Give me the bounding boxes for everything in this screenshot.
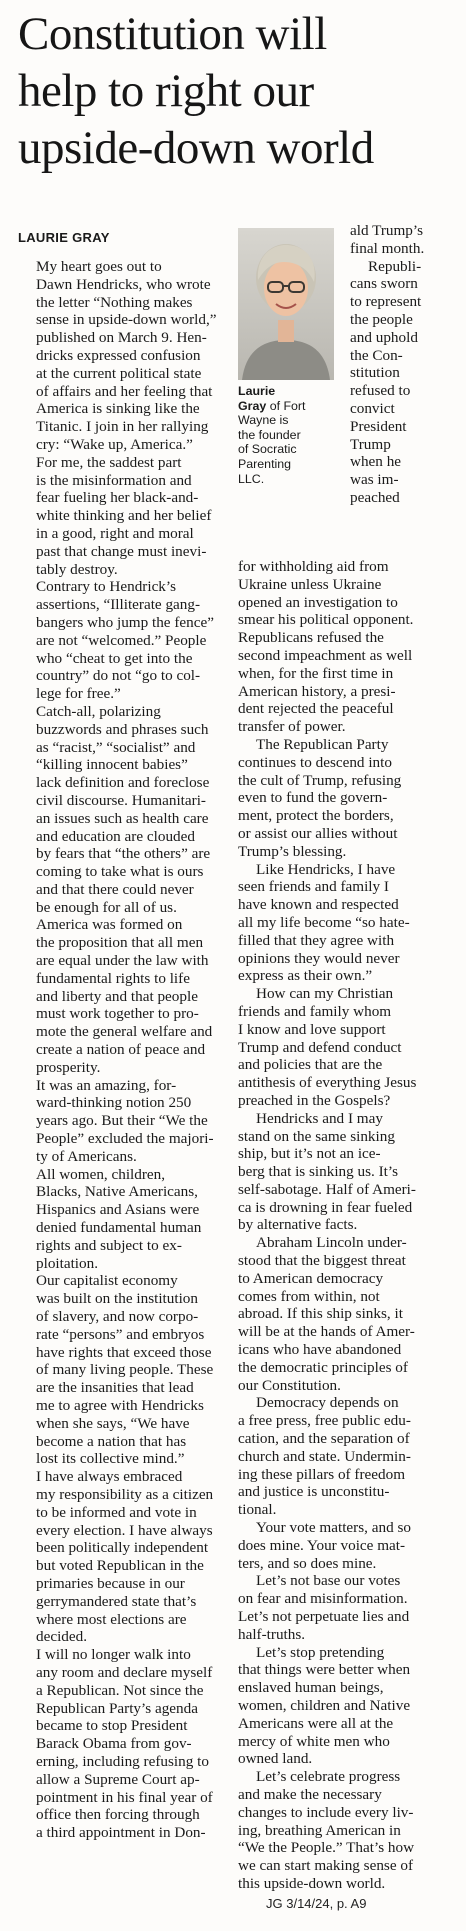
article-line: published on March 9. Hen- (36, 329, 207, 347)
article-line: Like Hendricks, I have (256, 860, 396, 878)
article-paragraph (238, 1394, 456, 1519)
article-line: Let’s not base our votes (256, 1572, 401, 1590)
article-line: Catch-all, polarizing (36, 702, 161, 720)
article-line: pointment in his final year of (36, 1788, 213, 1806)
article-line: stitution (350, 364, 400, 382)
article-paragraph (238, 1234, 456, 1394)
article-line: church and state. Undermin- (238, 1447, 411, 1465)
article-line: ploitation. (36, 1254, 99, 1272)
article-line: continues to descend into (238, 753, 392, 771)
article-line: Republican Party’s agenda (36, 1699, 198, 1717)
article-line: American history, a presi- (238, 682, 396, 700)
article-paragraph (238, 1519, 456, 1572)
article-line: second impeachment as well (238, 646, 413, 664)
article-line: “killing innocent babies” (36, 756, 188, 774)
article-line: of slavery, and now corpo- (36, 1308, 199, 1326)
article-paragraph (238, 985, 456, 1110)
article-line: dricks expressed confusion (36, 346, 201, 364)
article-paragraph (238, 1768, 456, 1893)
article-line: final month. (350, 239, 425, 257)
article-line: stand on the same sinking (238, 1127, 395, 1145)
article-line: for withholding aid from (238, 558, 389, 575)
article-line: but voted Republican in the (36, 1557, 204, 1575)
article-line: Titanic. I join in her rallying (36, 418, 209, 436)
article-line: Dawn Hendricks, who wrote (36, 275, 211, 293)
article-line: Trump’s blessing. (238, 842, 347, 860)
article-line: Your vote matters, and so (256, 1519, 411, 1537)
article-paragraph (238, 1110, 456, 1235)
article-line: People” excluded the majori- (36, 1130, 214, 1148)
article-line: enslaved human beings, (238, 1679, 384, 1697)
author-portrait-image (238, 228, 334, 380)
article-line: half-truths. (238, 1625, 306, 1643)
article-paragraph (238, 1572, 456, 1643)
article-line: and make the necessary (238, 1785, 382, 1803)
article-paragraph (18, 578, 230, 703)
article-line: every election. I have always (36, 1521, 213, 1539)
article-paragraph (18, 1468, 230, 1646)
article-line: when she says, “We have (36, 1414, 190, 1432)
article-line: mercy of white men who (238, 1732, 390, 1750)
article-line: coming to take what is ours (36, 863, 204, 881)
article-line: are the insanities that lead (36, 1379, 194, 1397)
article-line: abroad. If this ship sinks, it (238, 1305, 403, 1323)
article-line: lege for free.” (36, 685, 121, 703)
article-paragraph (18, 1077, 230, 1166)
author-photo (238, 228, 334, 380)
article-line: any room and declare myself (36, 1663, 213, 1681)
article-line: Barack Obama from gov- (36, 1735, 192, 1753)
article-line: icans who have abandoned (238, 1341, 402, 1359)
article-line: For me, the saddest part (36, 453, 182, 471)
author-caption (238, 384, 342, 486)
article-line: decided. (36, 1628, 88, 1646)
article-line: ters, and so does mine. (238, 1554, 377, 1572)
article-line: prosperity. (36, 1058, 101, 1076)
article-line: assertions, “Illiterate gang- (36, 596, 201, 614)
article-line: and policies that are the (238, 1056, 383, 1074)
article-paragraph (18, 454, 230, 579)
article-line: Americans were all at the (238, 1714, 394, 1732)
article-line: denied fundamental human (36, 1219, 202, 1237)
article-line: Hispanics and Asians were (36, 1201, 200, 1219)
article-line: The Republican Party (256, 735, 389, 753)
article-line: a third appointment in Don- (36, 1824, 206, 1842)
article-line: comes from within, not (238, 1287, 380, 1305)
article-line: are equal under the law with (36, 952, 209, 970)
article-line: convict (350, 399, 395, 417)
article-line: Republi- (368, 257, 422, 275)
article-line: express as their own.” (238, 967, 373, 985)
article-line: past that change must inevi- (36, 542, 207, 560)
article-paragraph (18, 703, 230, 917)
article-column-left (18, 258, 230, 1842)
article-line: Our capitalist economy (36, 1272, 178, 1290)
article-line: allow a Supreme Court ap- (36, 1770, 200, 1788)
article-line: gerrymandered state that’s (36, 1592, 197, 1610)
article-paragraph (238, 736, 456, 861)
article-line: have known and respected (238, 896, 399, 914)
article-line: an issues such as health care (36, 809, 209, 827)
article-line: and that there could never (36, 880, 194, 898)
article-line: antithesis of everything Jesus (238, 1074, 417, 1092)
article-line: ty of Americans. (36, 1147, 137, 1165)
article-line: Ukraine unless Ukraine (238, 575, 382, 593)
article-line: to American democracy (238, 1269, 384, 1287)
caption-line: LLC. (238, 471, 265, 486)
article-line: buzzwords and phrases such (36, 720, 209, 738)
article-line: President (350, 417, 407, 435)
article-line: must work together to pro- (36, 1005, 199, 1023)
article-line: of many living people. These (36, 1361, 214, 1379)
article-line: cans sworn (350, 275, 418, 293)
article-line: ship, but it’s not an ice- (238, 1145, 381, 1163)
article-line: and education are clouded (36, 827, 195, 845)
article-line: and uphold (350, 328, 418, 346)
article-line: self-sabotage. Half of Ameri- (238, 1180, 416, 1198)
article-line: is the misinformation and (36, 471, 192, 489)
article-line: rights and subject to ex- (36, 1236, 182, 1254)
article-paragraph (18, 258, 230, 454)
article-line: the Con- (350, 346, 403, 364)
article-line: “We the People.” That’s how (238, 1839, 415, 1857)
article-line: of affairs and her feeling that (36, 382, 213, 400)
article-line: was im- (350, 471, 399, 489)
article-line: dent rejected the peaceful (238, 700, 394, 718)
article-line: have rights that exceed those (36, 1343, 212, 1361)
article-line: My heart goes out to (36, 258, 162, 275)
article-line: the people (350, 310, 413, 328)
article-line: years ago. But their “We the (36, 1112, 208, 1130)
headline-line-3: upside-down world (18, 122, 374, 174)
article-line: owned land. (238, 1750, 313, 1768)
article-line: and justice is unconstitu- (238, 1483, 390, 1501)
article-line: Republicans refused the (238, 629, 384, 647)
article-line: as “racist,” “socialist” and (36, 738, 196, 756)
article-line: filled that they agree with (238, 931, 395, 949)
article-line: we can start making sense of (238, 1857, 414, 1875)
article-line: the letter “Nothing makes (36, 293, 193, 311)
article-line: to represent (350, 293, 422, 311)
article-line: became to stop President (36, 1717, 188, 1735)
article-line: How can my Christian (256, 985, 394, 1003)
article-line: a Republican. Not since the (36, 1681, 204, 1699)
caption-line: of Socratic (238, 442, 297, 457)
article-line: cation, and the separation of (238, 1430, 410, 1448)
article-line: sense in upside-down world,” (36, 311, 217, 329)
article-line: lost its collective mind.” (36, 1450, 185, 1468)
article-line: the democratic principles of (238, 1358, 408, 1376)
article-line: me to agree with Hendricks (36, 1397, 204, 1414)
headline-line-1: Constitution will (18, 8, 327, 60)
article-line: on fear and misinformation. (238, 1590, 408, 1608)
article-line: America was formed on (36, 916, 183, 934)
article-line: be enough for all of us. (36, 898, 177, 916)
article-line: tional. (238, 1501, 277, 1519)
article-line: women, children and Native (238, 1697, 411, 1714)
article-line: office then forcing through (36, 1806, 200, 1824)
article-column-right (238, 558, 456, 1893)
article-line: white thinking and her belief (36, 507, 212, 525)
article-line: cry: “Wake up, America.” (36, 435, 193, 453)
article-line: opinions they would never (238, 949, 400, 967)
article-line: that things were better when (238, 1661, 411, 1679)
article-line: I know and love support (238, 1020, 386, 1038)
article-paragraph (18, 1166, 230, 1273)
article-line: was built on the institution (36, 1290, 198, 1308)
caption-line: Wayne is (238, 413, 289, 428)
article-line: ward-thinking notion 250 (36, 1094, 192, 1112)
article-paragraph (238, 558, 456, 736)
article-line: Democracy depends on (256, 1394, 399, 1412)
article-line: in a good, right and moral (36, 524, 194, 542)
article-column-side (350, 222, 450, 507)
article-line: a free press, free public edu- (238, 1412, 411, 1430)
article-line: peached (350, 488, 400, 506)
article-line: become a nation that has (36, 1432, 187, 1450)
article-line: transfer of power. (238, 718, 346, 736)
article-line: the cult of Trump, refusing (238, 771, 402, 789)
article-line: berg that is sinking us. It’s (238, 1163, 399, 1181)
article-line: bangers who jump the fence” (36, 613, 214, 631)
article-line: stood that the biggest threat (238, 1252, 406, 1270)
article-line: does mine. Your voice mat- (238, 1536, 406, 1554)
article-line: friends and family whom (238, 1002, 392, 1020)
caption-line: the founder (238, 427, 301, 442)
article-line: to be informed and vote in (36, 1503, 197, 1521)
article-line: and liberty and that people (36, 987, 198, 1005)
article-line: changes to include every liv- (238, 1803, 414, 1821)
article-line: country” do not “go to col- (36, 667, 201, 685)
article-line: seen friends and family I (238, 878, 389, 896)
article-line: civil discourse. Humanitari- (36, 791, 206, 809)
article-line: Trump (350, 435, 391, 453)
article-line: fundamental rights to life (36, 969, 190, 987)
article-line: refused to (350, 382, 411, 400)
article-line: ment, protect the borders, (238, 807, 394, 825)
article-line: all my life become “so hate- (238, 913, 410, 931)
byline: LAURIE GRAY (18, 230, 110, 245)
article-line: All women, children, (36, 1165, 166, 1183)
article-line: by fears that “the others” are (36, 845, 211, 863)
article-line: I have always embraced (36, 1468, 183, 1486)
article-line: mote the general welfare and (36, 1023, 213, 1041)
article-line: or assist our allies without (238, 824, 398, 842)
article-line: Let’s celebrate progress (256, 1768, 401, 1786)
article-line: at the current political state (36, 364, 202, 382)
headline (18, 6, 458, 177)
article-line: ald Trump’s (350, 222, 424, 239)
article-line: erning, including refusing to (36, 1752, 209, 1770)
article-line: our Constitution. (238, 1376, 341, 1394)
article-line: preached in the Gospels? (238, 1091, 391, 1109)
article-line: lack definition and foreclose (36, 774, 210, 792)
article-line: Blacks, Native Americans, (36, 1183, 198, 1201)
article-line: my responsibility as a citizen (36, 1485, 214, 1503)
caption-line: Parenting (238, 456, 292, 471)
article-line: this upside-down world. (238, 1874, 386, 1892)
article-line: will be at the hands of Amer- (238, 1323, 415, 1341)
article-line: when he (350, 453, 402, 471)
article-line: I will no longer walk into (36, 1646, 191, 1664)
headline-line-2: help to right our (18, 65, 314, 117)
article-paragraph (238, 861, 456, 986)
article-line: who “cheat to get into the (36, 649, 193, 667)
article-line: Hendricks and I may (256, 1109, 383, 1127)
article-paragraph (18, 1272, 230, 1468)
article-line: when, for the first time in (238, 664, 394, 682)
article-line: Let’s not perpetuate lies and (238, 1608, 410, 1626)
article-line: the proposition that all men (36, 934, 204, 952)
article-line: Trump and defend conduct (238, 1038, 402, 1056)
article-line: Abraham Lincoln under- (256, 1234, 407, 1252)
caption-line: Gray of Fort (238, 398, 306, 413)
article-line: create a nation of peace and (36, 1041, 206, 1059)
article-line: where most elections are (36, 1610, 187, 1628)
article-line: ing these pillars of freedom (238, 1465, 406, 1483)
article-line: been politically independent (36, 1539, 209, 1557)
article-paragraph (18, 916, 230, 1076)
publication-citation: JG 3/14/24, p. A9 (266, 1896, 367, 1911)
article-line: are not “welcomed.” People (36, 631, 207, 649)
article-line: by alternative facts. (238, 1216, 358, 1234)
caption-name-part: Gray (238, 398, 267, 413)
article-paragraph (238, 1644, 456, 1769)
article-line: Contrary to Hendrick’s (36, 578, 177, 596)
article-line: smear his political opponent. (238, 611, 414, 629)
article-line: fear fueling her black-and- (36, 489, 199, 507)
article-line: primaries because in our (36, 1574, 185, 1592)
article-paragraph (18, 1646, 230, 1842)
article-line: even to fund the govern- (238, 789, 388, 807)
article-line: ing, breathing American in (238, 1821, 401, 1839)
article-line: ca is drowning in fear fueled (238, 1198, 413, 1216)
article-line: America is sinking like the (36, 400, 200, 418)
article-line: opened an investigation to (238, 593, 398, 611)
article-line: Let’s stop pretending (256, 1643, 385, 1661)
caption-line: Laurie (238, 384, 276, 398)
article-line: It was an amazing, for- (36, 1076, 177, 1094)
article-line: rate “persons” and embryos (36, 1325, 205, 1343)
article-line: tably destroy. (36, 560, 118, 578)
